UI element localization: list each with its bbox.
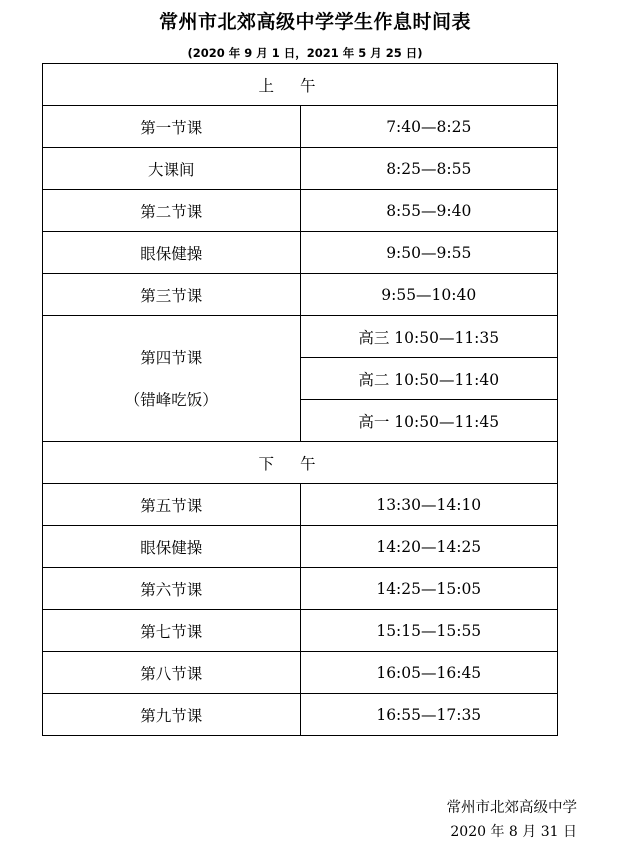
table-row <box>43 694 558 736</box>
period-time: 8:55—9:40 <box>300 190 558 232</box>
period-name: 第二节课 <box>43 190 301 232</box>
table-row <box>43 274 558 316</box>
period-time: 9:50—9:55 <box>300 232 558 274</box>
period-time: 15:15—15:55 <box>300 610 558 652</box>
fourth-period-cell <box>43 316 301 442</box>
period-time: 9:55—10:40 <box>300 274 558 316</box>
footer-school-name: 常州市北郊高级中学 <box>446 800 577 816</box>
period-time: 14:25—15:05 <box>300 568 558 610</box>
period-time: 7:40—8:25 <box>300 106 558 148</box>
grade-time: 高一 10:50—11:45 <box>300 400 558 442</box>
table-row <box>43 610 558 652</box>
grade-time: 高三 10:50—11:35 <box>300 316 558 358</box>
table-row <box>43 106 558 148</box>
table-row <box>43 232 558 274</box>
section-header-row <box>43 442 558 484</box>
footer-date: 2020 年 8 月 31 日 <box>450 824 577 840</box>
period-name: 眼保健操 <box>43 232 301 274</box>
section-header-morning: 上午 <box>43 64 558 106</box>
period-name: 第五节课 <box>43 484 301 526</box>
period-name: 第六节课 <box>43 568 301 610</box>
period-name: 第八节课 <box>43 652 301 694</box>
period-name: 第四节课 <box>140 348 203 367</box>
period-name: 第七节课 <box>43 610 301 652</box>
table-row <box>43 526 558 568</box>
section-header-afternoon: 下午 <box>43 442 558 484</box>
table-row <box>43 568 558 610</box>
period-name: 第一节课 <box>43 106 301 148</box>
period-name: 大课间 <box>43 148 301 190</box>
grade-time: 高二 10:50—11:40 <box>300 358 558 400</box>
table-row <box>43 484 558 526</box>
period-name: 第三节课 <box>43 274 301 316</box>
period-time: 16:05—16:45 <box>300 652 558 694</box>
period-time: 8:25—8:55 <box>300 148 558 190</box>
table-row <box>43 652 558 694</box>
section-header-row <box>43 64 558 106</box>
lunch-note: （错峰吃饭） <box>124 390 218 409</box>
period-name: 眼保健操 <box>43 526 301 568</box>
period-time: 14:20—14:25 <box>300 526 558 568</box>
period-time: 16:55—17:35 <box>300 694 558 736</box>
table-row <box>43 190 558 232</box>
table-row <box>43 316 558 358</box>
period-name: 第九节课 <box>43 694 301 736</box>
schedule-table <box>42 63 558 736</box>
date-range-subtitle: (2020 年 9 月 1 日，2021 年 5 月 25 日) <box>187 46 423 60</box>
page-title: 常州市北郊高级中学学生作息时间表 <box>158 11 471 33</box>
table-row <box>43 148 558 190</box>
period-time: 13:30—14:10 <box>300 484 558 526</box>
